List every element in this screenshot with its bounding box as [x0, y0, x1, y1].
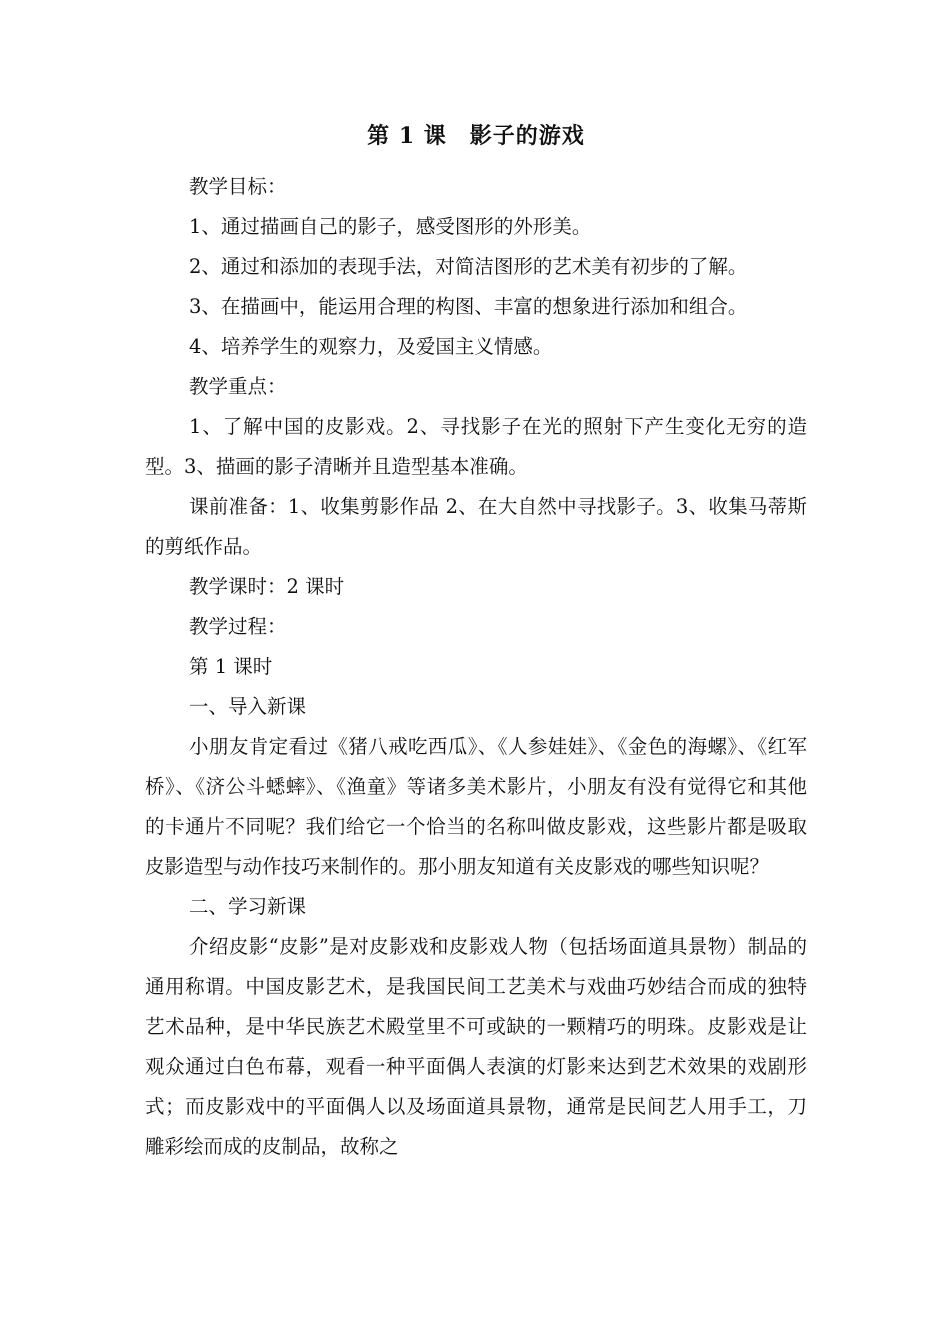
class-hours-line: 教学课时：2 课时: [189, 575, 345, 598]
objective-item-2: 2、通过和添加的表现手法，对简洁图形的艺术美有初步的了解。: [189, 255, 748, 278]
introduction-paragraph: 小朋友肯定看过《猪八戒吃西瓜》、《人参娃娃》、《金色的海螺》、《红军桥》、《济公斗蟋蟀》、《渔童》等诸多美术影片，小朋友有没有觉得它和其他的卡通片不同呢？我们给它一个恰当的名称叫做皮影戏，这些影片都是吸取皮影造型与动作技巧来制作的。那小朋友知道有关皮影戏的哪些知识呢？: [145, 735, 807, 878]
section-heading-objectives: 教学目标：: [189, 175, 287, 198]
lesson-period-heading: 第 1 课时: [189, 655, 273, 678]
step-heading-introduction: 一、导入新课: [189, 695, 307, 718]
key-points-paragraph: 1、了解中国的皮影戏。2、寻找影子在光的照射下产生变化无穷的造型。3、描画的影子清晰并且造型基本准确。: [145, 415, 807, 478]
preparation-paragraph: 课前准备：1、收集剪影作品 2、在大自然中寻找影子。3、收集马蒂斯的剪纸作品。: [145, 495, 807, 558]
objective-item-3: 3、在描画中，能运用合理的构图、丰富的想象进行添加和组合。: [189, 295, 748, 318]
objective-item-1: 1、通过描画自己的影子，感受图形的外形美。: [189, 215, 592, 238]
objective-item-4: 4、培养学生的观察力，及爱国主义情感。: [189, 335, 553, 358]
document-title: 第 1 课 影子的游戏: [367, 123, 585, 149]
document-page: [145, 118, 807, 1167]
section-heading-process: 教学过程：: [189, 615, 287, 638]
shadow-puppet-paragraph: 介绍皮影“皮影”是对皮影戏和皮影戏人物（包括场面道具景物）制品的通用称谓。中国皮影艺术，是我国民间工艺美术与戏曲巧妙结合而成的独特艺术品种，是中华民族艺术殿堂里不可或缺的一颗精巧的明珠。皮影戏是让观众通过白色布幕，观看一种平面偶人表演的灯影来达到艺术效果的戏剧形式；而皮影戏中的平面偶人以及场面道具景物，通常是民间艺人用手工，刀雕彩绘而成的皮制品，故称之: [145, 935, 807, 1158]
step-heading-new-lesson: 二、学习新课: [189, 895, 307, 918]
section-heading-key-points: 教学重点：: [189, 375, 287, 398]
